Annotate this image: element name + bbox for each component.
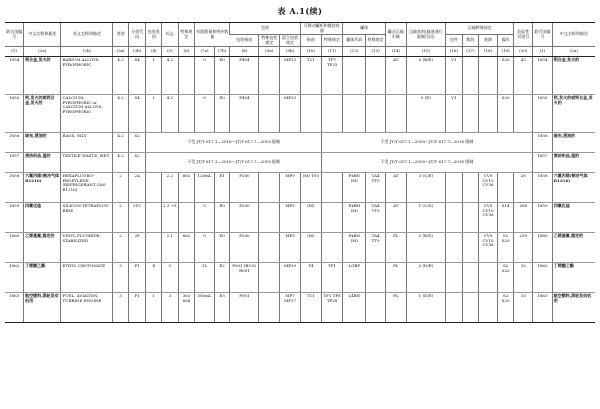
cell-limited-quantity: 0	[195, 232, 215, 262]
cell-bulk-provision	[462, 172, 479, 202]
cell-en-name: FUEL, AVIATION, TURBINE ENGINE	[61, 292, 113, 322]
table-title: 表 A.1(续)	[277, 6, 323, 16]
cell-operation-provision: S20	[497, 94, 514, 132]
cell-hazard-id: 268	[514, 202, 533, 232]
cell-cn-name: 钡合金,发火的	[24, 56, 61, 94]
table-row	[5, 132, 595, 152]
cell-portable-tank-instruction: (M)	[300, 202, 321, 232]
cell-portable-tank-instruction: T4	[300, 262, 321, 292]
cell-special-packing	[259, 232, 280, 262]
cell-excepted-quantity: E0	[214, 56, 230, 94]
column-number: (1)	[533, 47, 553, 57]
cell-tank-special: TA4 TT9	[366, 172, 386, 202]
table-row	[5, 262, 595, 292]
cell-cn-name: 丁烯酸乙酯	[24, 262, 61, 292]
cell-un-number-repeat: 1858	[533, 172, 553, 202]
cell-un-number: 1859	[5, 202, 24, 232]
header-bulk: 散装	[462, 35, 479, 47]
cell-portable-tank-instruction: T11	[300, 292, 321, 322]
cell-special-provisions: 363 664	[178, 292, 195, 322]
not-subject-note: 不受 JT/T 617.1—2018～JT/T 617.7—2018 限制	[321, 132, 532, 152]
header-packing-group: 包装类别	[146, 23, 162, 47]
cell-bulk-provision	[462, 202, 479, 232]
cell-special-packing	[259, 94, 280, 132]
cell-class: 4.2	[113, 94, 129, 132]
cell-cn-name-repeat: 乙烯基氟,稳定的	[552, 232, 595, 262]
cell-package-provision: V1	[446, 56, 463, 94]
column-number: (2a)	[552, 47, 595, 57]
header-transport-special: 运输特殊规定	[446, 23, 514, 35]
cell-special-provisions: 662	[178, 232, 195, 262]
header-row-1	[5, 23, 595, 35]
cell-hazard-id: 33	[514, 262, 533, 292]
cell-transport-category: 1 (D/E)	[406, 292, 445, 322]
header-packaging: 包装	[230, 23, 301, 35]
cell-tank-special	[366, 262, 386, 292]
table-row	[5, 232, 595, 262]
cell-class-code: F1	[128, 262, 146, 292]
cell-class-code: 2TC	[128, 202, 146, 232]
cell-cn-name: 破布,浸油的	[24, 132, 61, 152]
cell-un-number-repeat: 1854	[533, 56, 553, 94]
cell-hazard-id: 43	[514, 56, 533, 94]
cell-loading-provision	[479, 94, 498, 132]
header-special-provisions: 特殊规定	[178, 23, 195, 47]
header-un-no-2: 联合国编号	[533, 23, 553, 47]
cell-bulk-provision	[462, 232, 479, 262]
cell-operation-provision: S2 S20	[497, 292, 514, 322]
cell-portable-tank-special	[321, 202, 343, 232]
column-number: (2b)	[61, 47, 113, 57]
cell-mixed-packing: MP9	[280, 202, 301, 232]
header-tank-code: 罐体代码	[343, 35, 366, 47]
cell-class: 2	[113, 202, 129, 232]
cell-vehicle: AT	[385, 172, 406, 202]
cell-portable-tank-instruction	[300, 94, 321, 132]
header-portable-tank: 可移动罐柜和散装容器	[300, 23, 343, 35]
table-body	[5, 56, 595, 322]
cell-excepted-quantity: E0	[214, 202, 230, 232]
cell-un-number-repeat: 1856	[533, 132, 553, 152]
cell-vehicle: FL	[385, 292, 406, 322]
column-number: (7b)	[214, 47, 230, 57]
cell-labels: 2.1	[162, 232, 179, 262]
table-row	[5, 56, 595, 94]
cell-un-number: 1855	[5, 94, 24, 132]
cell-un-number-repeat: 1857	[533, 152, 553, 172]
header-mixed-pack: 混合包装规定	[280, 35, 301, 47]
cell-packing-group: Ⅰ	[146, 292, 162, 322]
table-row	[5, 94, 595, 132]
cell-en-name: RAGS, OILY	[61, 132, 113, 152]
cell-portable-tank-special	[321, 172, 343, 202]
cell-vehicle: FL	[385, 232, 406, 262]
cell-special-packing	[259, 202, 280, 232]
cell-bulk-provision	[462, 262, 479, 292]
column-number: (3b)	[128, 47, 146, 57]
cell-cn-name-repeat: 航空燃料,涡轮发动机用	[552, 292, 595, 322]
cell-cn-name: 钙,发火的或钙合金,发火的	[24, 94, 61, 132]
cell-loading-provision	[479, 262, 498, 292]
header-op: 操作	[497, 35, 514, 47]
cell-package-provision	[446, 232, 463, 262]
table-row	[5, 172, 595, 202]
cell-limited-quantity: 500mL	[195, 292, 215, 322]
cell-class-code: S2	[128, 152, 146, 172]
column-number: (9a)	[259, 47, 280, 57]
cell-package-provision	[446, 262, 463, 292]
cell-class: 2	[113, 172, 129, 202]
cell-special-provisions	[178, 56, 195, 94]
cell-operation-provision	[497, 172, 514, 202]
cell-en-name: ETHYL CROTONATE	[61, 262, 113, 292]
cell-packing-instruction: P001 IBC02 R001	[230, 262, 259, 292]
cell-vehicle: FL	[385, 262, 406, 292]
cell-operation-provision: S14	[497, 202, 514, 232]
cell-tank-code: LGBF	[343, 262, 366, 292]
cell-loading-provision: CV9 CV10 CV36	[479, 202, 498, 232]
cell-operation-provision: S2 S20	[497, 262, 514, 292]
cell-cn-name: 乙烯基氟,稳定的	[24, 232, 61, 262]
cell-limited-quantity: 120mL	[195, 172, 215, 202]
cell-mixed-packing: MP9	[280, 232, 301, 262]
cell-vehicle: AT	[385, 202, 406, 232]
column-number: (12)	[343, 47, 366, 57]
cell-packing-instruction: P404	[230, 94, 259, 132]
cell-transport-category: 2 (B/D)	[406, 232, 445, 262]
cell-class-code: S4	[128, 94, 146, 132]
cell-labels: 4.2	[162, 94, 179, 132]
cell-cn-name-repeat: 钡合金,发火的	[552, 56, 595, 94]
column-number: (13)	[366, 47, 386, 57]
cell-package-provision: V1	[446, 94, 463, 132]
cell-class-code: S2	[128, 132, 146, 152]
cell-vehicle	[385, 94, 406, 132]
cell-cn-name-repeat: 破布,浸油的	[552, 132, 595, 152]
cell-class: 4.2	[113, 152, 129, 172]
cell-portable-tank-instruction: (M) T50	[300, 172, 321, 202]
cell-transport-category: 0 (B/E)	[406, 56, 445, 94]
cell-transport-category: 2 (D/E)	[406, 262, 445, 292]
cell-excepted-quantity: E1	[214, 172, 230, 202]
column-number: (9b)	[280, 47, 301, 57]
cell-tank-special	[366, 56, 386, 94]
cell-package-provision	[446, 202, 463, 232]
cell-tank-code: L4BN	[343, 292, 366, 322]
cell-portable-tank-special	[321, 232, 343, 262]
cell-cn-name-repeat: 丁烯酸乙酯	[552, 262, 595, 292]
cell-un-number: 1860	[5, 232, 24, 262]
cell-cn-name-repeat: 钙,发火的或钙合金,发火的	[552, 94, 595, 132]
column-number: (20)	[514, 47, 533, 57]
cell-hazard-id: 33	[514, 292, 533, 322]
cell-limited-quantity: 0	[195, 56, 215, 94]
cell-tank-special: TA4 TT9	[366, 232, 386, 262]
column-number: (6)	[178, 47, 195, 57]
cell-un-number: 1857	[5, 152, 24, 172]
cell-class-code: 2F	[128, 232, 146, 262]
cell-tank-special: TA4 TT9	[366, 202, 386, 232]
cell-class-code: S4	[128, 56, 146, 94]
cell-excepted-quantity: E0	[214, 94, 230, 132]
cell-limited-quantity: 0	[195, 94, 215, 132]
cell-class: 2	[113, 232, 129, 262]
cell-loading-provision	[479, 292, 498, 322]
cell-package-provision	[446, 292, 463, 322]
header-load: 装卸	[479, 35, 498, 47]
cell-packing-instruction: P200	[230, 172, 259, 202]
cell-un-number: 1856	[5, 132, 24, 152]
cell-excepted-quantity: E0	[214, 232, 230, 262]
cell-special-provisions	[178, 94, 195, 132]
column-number-row	[5, 47, 595, 57]
column-number: (5)	[162, 47, 179, 57]
cell-cn-name: 废纺织品,湿的	[24, 152, 61, 172]
cell-special-provisions	[178, 262, 195, 292]
column-number: (11)	[321, 47, 343, 57]
table-row	[5, 152, 595, 172]
cell-en-name: CALCIUM, PYROPHORIC or CALCIUM ALLOYS, PYROPHORIC	[61, 94, 113, 132]
cell-portable-tank-instruction: T21	[300, 56, 321, 94]
cell-mixed-packing: MP7 MP17	[280, 292, 301, 322]
cell-un-number-repeat: 1859	[533, 202, 553, 232]
column-number: (16)	[446, 47, 463, 57]
cell-un-number: 1854	[5, 56, 24, 94]
header-class: 类别	[113, 23, 129, 47]
header-pack-instr: 包装指南	[230, 35, 259, 47]
column-number: (14)	[385, 47, 406, 57]
cell-labels: 3	[162, 292, 179, 322]
cell-limited-quantity: 0	[195, 202, 215, 232]
cell-mixed-packing: MP9	[280, 172, 301, 202]
cell-cn-name-repeat: 四氟化硅	[552, 202, 595, 232]
cell-tank-code: PxBN (M)	[343, 232, 366, 262]
header-labels: 标志	[162, 23, 179, 47]
cell-tank-code	[343, 94, 366, 132]
cell-portable-tank-special: TP1 TP8 TP28	[321, 292, 343, 322]
cell-un-number-repeat: 1863	[533, 292, 553, 322]
cell-loading-provision: CV9 CV10 CV36	[479, 172, 498, 202]
column-number: (2a)	[24, 47, 61, 57]
cell-special-packing	[259, 292, 280, 322]
cell-packing-group: Ⅰ	[146, 56, 162, 94]
header-en-name: 英文名称和描述	[61, 23, 113, 47]
column-number: (8)	[230, 47, 259, 57]
cell-bulk-provision	[462, 56, 479, 94]
cell-loading-provision: CV9 CV10 CV36	[479, 232, 498, 262]
cell-labels: 3	[162, 262, 179, 292]
header-cn-name: 中文名称和描述	[24, 23, 61, 47]
header-limited-excepted: 有限数量和例外数量	[195, 23, 230, 47]
cell-hazard-id: 239	[514, 232, 533, 262]
header-hazard-id: 危险性识别号	[514, 23, 533, 47]
cell-un-number-repeat: 1862	[533, 262, 553, 292]
column-number: (7a)	[195, 47, 215, 57]
cell-un-number: 1863	[5, 292, 24, 322]
cell-tank-special	[366, 292, 386, 322]
column-number: (17)	[462, 47, 479, 57]
cell-bulk-provision	[462, 94, 479, 132]
cell-class-code: F1	[128, 292, 146, 322]
cell-operation-provision: S2 S20	[497, 232, 514, 262]
cell-bulk-provision	[462, 292, 479, 322]
cell-packing-instruction: P404	[230, 56, 259, 94]
cell-class: 3	[113, 292, 129, 322]
cell-packing-instruction: P001	[230, 292, 259, 322]
table-row	[5, 202, 595, 232]
cell-packing-group	[146, 172, 162, 202]
not-subject-note: 不受 JT/T 617.1—2018～JT/T 617.7—2018 限制	[146, 132, 321, 152]
header-tank-special: 特殊规定	[366, 35, 386, 47]
header-pt-special: 特殊规定	[321, 35, 343, 47]
cell-hazard-id	[514, 94, 533, 132]
column-number: (4)	[146, 47, 162, 57]
cell-portable-tank-instruction: (M)	[300, 232, 321, 262]
header-un-no: 联合国编号	[5, 23, 24, 47]
cell-special-packing	[259, 172, 280, 202]
cell-mixed-packing: MP13	[280, 56, 301, 94]
cell-labels: 4.2	[162, 56, 179, 94]
cell-un-number: 1862	[5, 262, 24, 292]
cell-class: 3	[113, 262, 129, 292]
dangerous-goods-table	[5, 22, 595, 323]
cell-tank-special	[366, 94, 386, 132]
cell-tank-code: PxBN (M)	[343, 172, 366, 202]
column-number: (10)	[300, 47, 321, 57]
header-tank: 罐体	[343, 23, 385, 35]
cell-un-number-repeat: 1855	[533, 94, 553, 132]
cell-labels: 2.2	[162, 172, 179, 202]
cell-packing-instruction: P200	[230, 232, 259, 262]
cell-tank-code: PxBH (M)	[343, 202, 366, 232]
cell-un-number: 1858	[5, 172, 24, 202]
column-number: (15)	[406, 47, 445, 57]
cell-cn-name-repeat: 废纺织品,湿的	[552, 152, 595, 172]
header-pt-instr: 指南	[300, 35, 321, 47]
header-pack-special: 特殊包装规定	[259, 35, 280, 47]
column-number: (18)	[479, 47, 498, 57]
cell-packing-group	[146, 202, 162, 232]
cell-special-packing	[259, 262, 280, 292]
cell-excepted-quantity: E3	[214, 292, 230, 322]
header-class-code: 分类代码	[128, 23, 146, 47]
cell-en-name: VINYL FLUORIDE, STABILIZED	[61, 232, 113, 262]
cell-limited-quantity: 1L	[195, 262, 215, 292]
cell-en-name: HEXAFLUORO-PROPYLENE (REFRIGERANT GAS R1216)	[61, 172, 113, 202]
cell-packing-group: Ⅱ	[146, 262, 162, 292]
cell-vehicle: AT	[385, 56, 406, 94]
cell-class-code: 2A	[128, 172, 146, 202]
cell-cn-name: 六氟丙烯(制冷气体 R1216)	[24, 172, 61, 202]
table-row	[5, 292, 595, 322]
not-subject-note: 不受 JT/T 617.1—2018～JT/T 617.7—2018 限制	[146, 152, 321, 172]
cell-mixed-packing: MP13	[280, 94, 301, 132]
cell-class: 4.2	[113, 56, 129, 94]
header-cn-name-2: 中文名称和描述	[552, 23, 595, 47]
cell-mixed-packing: MP19	[280, 262, 301, 292]
cell-cn-name: 航空燃料,涡轮发动机用	[24, 292, 61, 322]
cell-packing-instruction: P200	[230, 202, 259, 232]
cell-un-number-repeat: 1860	[533, 232, 553, 262]
header-vehicle: 罐式运输车辆	[385, 23, 406, 47]
cell-special-provisions: 662	[178, 172, 195, 202]
cell-packing-group	[146, 232, 162, 262]
cell-portable-tank-special: TP1	[321, 262, 343, 292]
header-pkg: 包件	[446, 35, 463, 47]
cell-transport-category: 3 (C/E)	[406, 172, 445, 202]
cell-operation-provision: S20	[497, 56, 514, 94]
cell-en-name: TEXTILE WASTE, WET	[61, 152, 113, 172]
cell-excepted-quantity: E2	[214, 262, 230, 292]
header-transport-cat: 运输类别(隧道通行限制代码)	[406, 23, 445, 47]
column-number: (3a)	[113, 47, 129, 57]
cell-cn-name: 四氟化硅	[24, 202, 61, 232]
column-number: (1)	[5, 47, 24, 57]
cell-en-name: BARIUM ALLOYS, PYROPHORIC	[61, 56, 113, 94]
cell-hazard-id: 20	[514, 172, 533, 202]
column-number: (19)	[497, 47, 514, 57]
cell-special-packing	[259, 56, 280, 94]
cell-package-provision	[446, 172, 463, 202]
cell-packing-group: Ⅰ	[146, 94, 162, 132]
cell-loading-provision	[479, 56, 498, 94]
cell-portable-tank-special: TP7 TP33	[321, 56, 343, 94]
cell-tank-code	[343, 56, 366, 94]
cell-portable-tank-special	[321, 94, 343, 132]
cell-special-provisions	[178, 202, 195, 232]
not-subject-note: 不受 JT/T 617.1—2018～JT/T 617.7—2018 限制	[321, 152, 532, 172]
cell-cn-name-repeat: 六氟丙烯(制冷气体 R1216)	[552, 172, 595, 202]
cell-transport-category: 1 (C/D)	[406, 202, 445, 232]
cell-en-name: SILICON TETRAFLUO-RIDE	[61, 202, 113, 232]
cell-class: 4.2	[113, 132, 129, 152]
cell-labels: 2.3 +8	[162, 202, 179, 232]
cell-transport-category: 0 (E)	[406, 94, 445, 132]
